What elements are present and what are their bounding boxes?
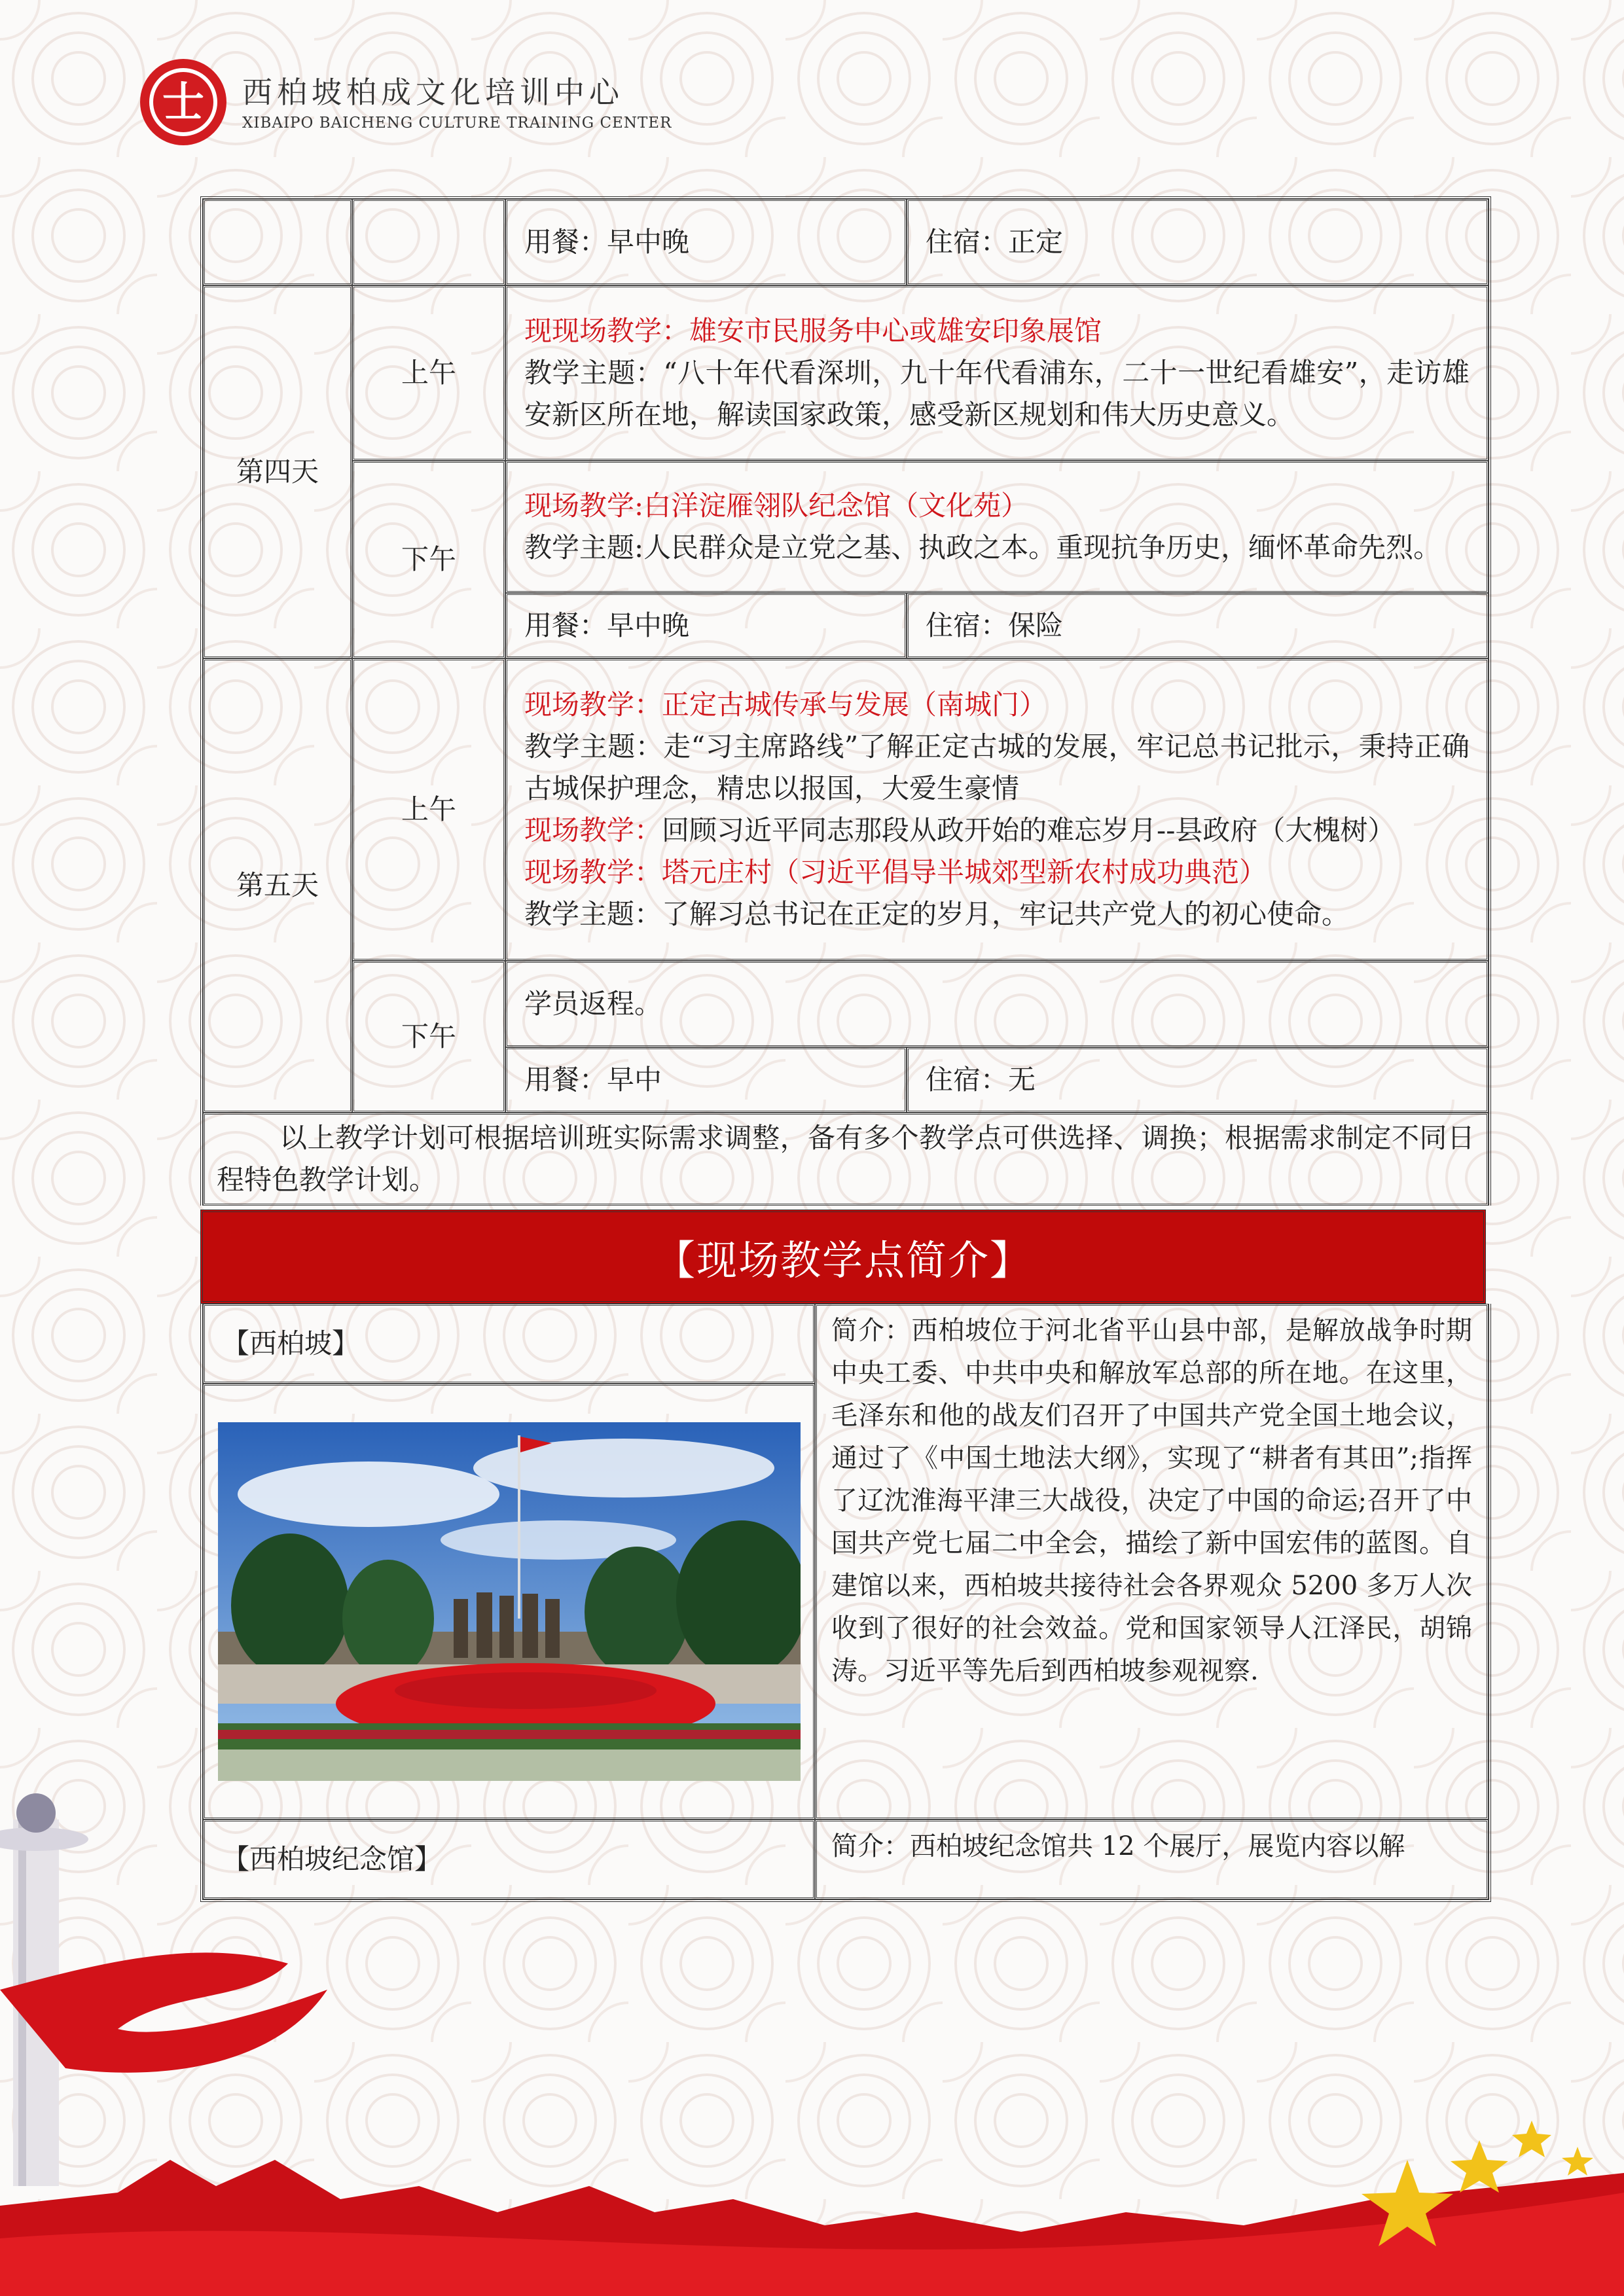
day4-am-content: [505, 285, 1489, 461]
day5-pm-content: 学员返程。: [505, 961, 1489, 1047]
day5-lodging: 住宿：无: [907, 1047, 1489, 1113]
day5-item1-title: 现场教学：正定古城传承与发展（南城门）: [524, 689, 1047, 721]
day5-label: 第五天: [203, 658, 352, 1113]
day5-item3-text: 教学主题：了解习总书记在正定的岁月，牢记共产党人的初心使命。: [524, 898, 1350, 930]
xibaipo-photo: [218, 1422, 801, 1781]
site-photo-cell: [203, 1384, 815, 1820]
day5-meal: 用餐：早中: [505, 1047, 907, 1113]
day5-item2-title: 现场教学：: [524, 814, 662, 846]
day5-pm-label: 下午: [352, 961, 505, 1113]
day5-am-label: 上午: [352, 658, 505, 961]
lodging-cell: 住宿：正定: [907, 199, 1489, 285]
site-name-xibaipo: 【西柏坡】: [203, 1304, 815, 1384]
day5-item2-text: 回顾习近平同志那段从政开始的难忘岁月--县政府（大槐树）: [662, 814, 1396, 846]
schedule-note: 以上教学计划可根据培训班实际需求调整，备有多个教学点可供选择、调换；根据需求制定不同日程特色教学计划。: [203, 1113, 1489, 1206]
site-name-memorial: 【西柏坡纪念馆】: [203, 1820, 815, 1899]
site-desc-memorial: 简介：西柏坡纪念馆共 12 个展厅，展览内容以解: [815, 1820, 1489, 1899]
org-cn-name: 西柏坡柏成文化培训中心: [242, 75, 624, 110]
day5-item3-title: 现场教学：塔元庄村（习近平倡导半城郊型新农村成功典范）: [524, 856, 1267, 888]
org-en-name: XIBAIPO BAICHENG CULTURE TRAINING CENTER: [242, 115, 672, 132]
site-desc-xibaipo: 简介：西柏坡位于河北省平山县中部，是解放战争时期中央工委、中共中央和解放军总部的所在地。在这里，毛泽东和他的战友们召开了中国共产党全国土地会议，通过了《中国土地法大纲》，实现了“耕者有其田”;指挥了辽沈淮海平津三大战役，决定了中国的命运;召开了中国共产党七届二中全会，描绘了新中国宏伟的蓝图。自建馆以来，西柏坡共接待社会各界观众 5200 多万人次收到了很好的社会效益。党和国家领导人江泽民，胡锦涛。习近平等先后到西柏坡参观视察.: [815, 1304, 1489, 1820]
empty-day-cell: [203, 199, 352, 285]
day4-am-text: 教学主题：“八十年代看深圳，九十年代看浦东，二十一世纪看雄安”，走访雄安新区所在地，解读国家政策，感受新区规划和伟大历史意义。: [524, 357, 1470, 431]
day4-pm-label: 下午: [352, 461, 505, 658]
day4-pm-content: [505, 461, 1489, 593]
day5-item2: [524, 810, 1470, 852]
day4-lodging: 住宿：保险: [907, 593, 1489, 658]
day5-am-content: [505, 658, 1489, 961]
logo-char: 士: [162, 78, 204, 127]
day4-meal: 用餐：早中晚: [505, 593, 907, 658]
day4-am-label: 上午: [352, 285, 505, 461]
day4-label: 第四天: [203, 285, 352, 658]
header: [139, 58, 672, 147]
empty-period-cell: [352, 199, 505, 285]
footer-decoration: [0, 1793, 1624, 2296]
day5-item1-text: 教学主题：走“习主席路线”了解正定古城的发展，牢记总书记批示，秉持正确古城保护理念，精忠以报国，大爱生豪情: [524, 730, 1470, 804]
day4-pm-title: 现场教学:白洋淀雁翎队纪念馆（文化苑）: [524, 490, 1029, 522]
org-logo-icon: [139, 58, 228, 147]
day4-am-title: 现现场教学：雄安市民服务中心或雄安印象展馆: [524, 315, 1102, 347]
day4-pm-text: 教学主题:人民群众是立党之基、执政之本。重现抗争历史，缅怀革命先烈。: [524, 531, 1441, 564]
schedule-table: [200, 196, 1491, 1206]
meal-cell: 用餐：早中晚: [505, 199, 907, 285]
intro-banner: 【现场教学点简介】: [200, 1210, 1486, 1304]
